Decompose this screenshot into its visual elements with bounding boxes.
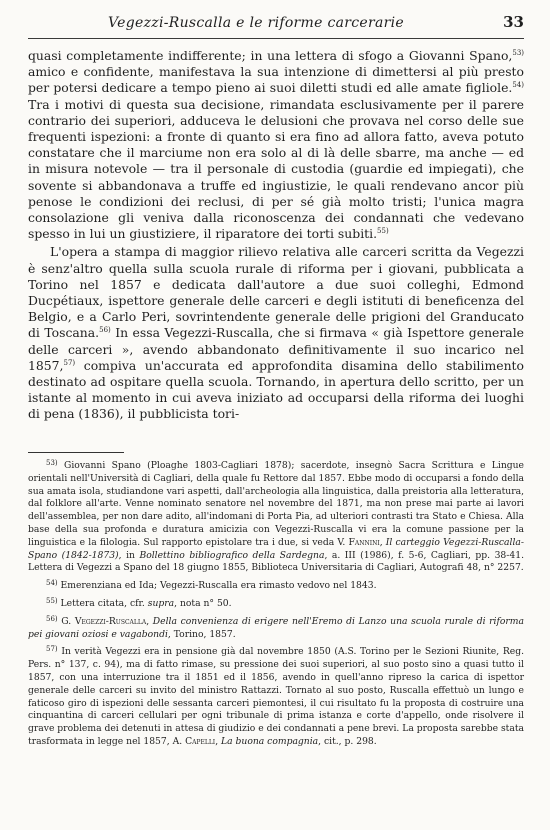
footnote-ref-53[interactable]: 53) (512, 49, 524, 57)
footnote-ref-54[interactable]: 54) (512, 81, 524, 90)
footnote-ref-56[interactable]: 56) (99, 326, 111, 335)
page-number: 33 (503, 13, 524, 31)
running-title: Vegezzi-Ruscalla e le riforme carcerarie (108, 15, 404, 31)
running-header (28, 12, 524, 39)
paragraph-2: L'opera a stampa di maggior rilievo relativa alle carceri scritta da Vegezzi è senz'altro quella sulla scuola rurale di riforma per i giovani, pubblicata a Torino nel 1857 e dedicata dall'autore a due suoi colleghi, Edmond Ducpétiaux, ispettore generale delle carceri e degli istituti di beneficenza del Belgio, e a Carlo Peri, sovrintendente generale delle prigioni del Granducato di Toscana.$^{56)}$ In essa Vegezzi-Ruscalla, che si firmava « già Ispettore generale delle carceri », avendo abbandonato definitivamente il suo incarico nel 1857,$^{57)}$ compiva un'accurata ed approfondita disamina dello stabilimento destinato ad ospitare quella scuola. Tornando, in apertura dello scritto, per un istante al momento in cui aveva iniziato ad occuparsi della riforma dei luoghi di pena (1836), il pubblicista tori- (28, 244, 524, 422)
footnote-separator (28, 452, 124, 453)
footnotes (28, 460, 524, 754)
footnote-ref-57[interactable]: 57) (63, 358, 76, 367)
footnote-55: $^{55)}$ Lettera citata, cfr. supra, nota n° 50. (46, 596, 232, 609)
main-text (28, 48, 524, 423)
footnote-54: $^{54)}$ Emerenziana ed Ida; Vegezzi-Ruscalla era rimasto vedovo nel 1843. (46, 579, 377, 592)
footnote-ref-55[interactable]: 55) (377, 227, 389, 236)
footnote-57: $^{57)}$ In verità Vegezzi era in pensione già dal novembre 1850 (A.S. Torino per le Sezioni Riunite, Reg. Pers. n° 137, c. 94), ma di fatto rimase, su pressione dei suoi superiori, al suo posto sino a quasi tutto il 1857, con una interruzione tra il 1851 ed il 1856, avendo in quell'anno ripreso la carica di ispettor generale delle carceri su invito del ministro Rattazzi. Tornato al suo posto, Ruscalla effettuò un lungo e faticoso giro di ispezioni delle sessanta carceri piemontesi, il cui risultato fu la proposta di costruire una cinquantina di carceri cellulari per ogni tribunale di prima istanza e corte d'appello, onde risolvere il grave problema dei detenuti in attesa di giudizio e dei condannati a pene brevi. La proposta sarebbe stata trasformata in legge nel 1857, A. Capelli, La buona compagnia, cit., p. 298. (28, 645, 524, 747)
footnote-53: $^{53)}$ Giovanni Spano (Ploaghe 1803-Cagliari 1878); sacerdote, insegnò Sacra Scrittura e Lingue orientali nell'Università di Cagliari, della quale fu Rettore dal 1857. Ebbe modo di occuparsi a fondo della sua amata isola, studiandone vari aspetti, dall'archeologia alla linguistica, dalla preistoria alla letteratura, dal folklore all'arte. Venne nominato senatore nel novembre del 1871, ma non prese mai parte ai lavori dell'assemblea, per non dare adito, all'indomani di Porta Pia, ad ulteriori contrasti tra Stato e Chiesa. Alla base della sua profonda e duratura amicizia con Vegezzi-Ruscalla vi era la comune passione per la linguistica e la filologia. Sul rapporto epistolare tra i due, si veda V. Fannini, Il carteggio Vegezzi-Ruscalla-Spano (1842-1873), in Bollettino bibliografico della Sardegna, a. III (1986), f. 5-6, Cagliari, pp. 38-41. Lettera di Vegezzi a Spano del 18 giugno 1855, Biblioteca Universitaria di Cagliari, Autografi 48, n° 2257. (28, 459, 524, 574)
footnote-56: $^{56)}$ G. Vegezzi-Ruscalla, Della convenienza di erigere nell'Eremo di Lanzo una scuola rurale di riforma pei giovani oziosi e vagabondi, Torino, 1857. (28, 614, 525, 640)
paragraph-1: quasi completamente indifferente; in una lettera di sfogo a Giovanni Spano,$^{53)}$ amico e confidente, manifestava la sua intenzione di dimettersi al più presto per potersi dedicare a tempo pieno ai suoi diletti studi ed alle amate figliole.$^{54)}$ Tra i motivi di questa sua decisione, rimandata esclusivamente per il parere contrario dei superiori, adduceva le delusioni che provava nel corso delle sue frequenti ispezioni: a fronte di quanto si era fino ad allora fatto, aveva potuto constatare che il marciume non era solo al di là delle sbarre, ma anche — ed in misura notevole — tra il personale di custodia (guardie ed impiegati), che sovente si abbandonava a truffe ed ingiustizie, le quali rendevano ancor più penose le condizioni dei reclusi, di per sé già molto tristi; l'unica magra consolazione gli veniva dalla riconoscenza dei condannati che vedevano spesso in lui un giustiziere, il riparatore dei torti subiti.$^{55)}$ (28, 48, 524, 242)
